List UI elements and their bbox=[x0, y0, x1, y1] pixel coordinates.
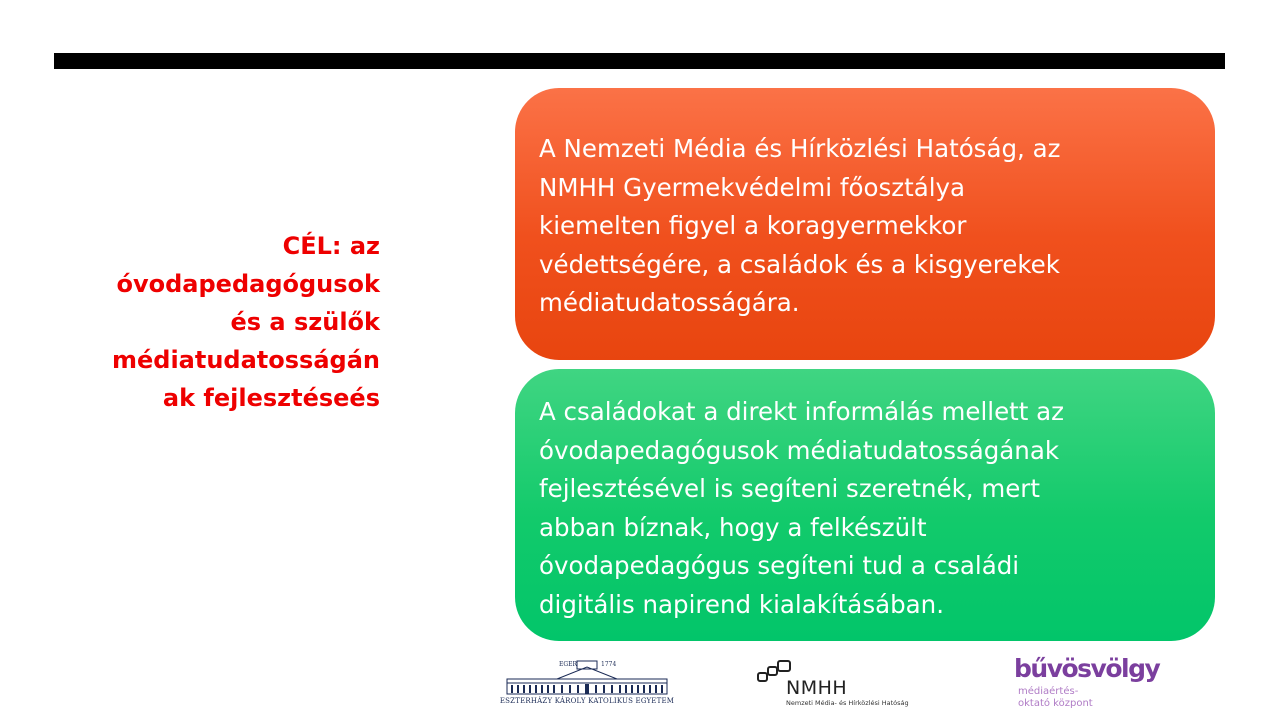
nmhh-caption: Nemzeti Média- és Hírközlési Hatóság bbox=[786, 699, 909, 707]
nmhh-logo bbox=[756, 657, 916, 709]
info-line: fejlesztésével is segíteni szeretnék, mert bbox=[539, 474, 1040, 503]
top-bar bbox=[54, 53, 1225, 69]
goal-line: ak fejlesztéseés bbox=[162, 384, 380, 412]
nmhh-info-box bbox=[515, 88, 1215, 360]
buvosvolgy-subtitle-line: oktató központ bbox=[1018, 698, 1093, 709]
buvosvolgy-subtitle bbox=[1018, 686, 1093, 710]
goal-line: óvodapedagógusok bbox=[116, 270, 380, 298]
goal-heading bbox=[60, 227, 380, 417]
info-line: A Nemzeti Média és Hírközlési Hatóság, az bbox=[539, 134, 1061, 163]
buvosvolgy-logo bbox=[1012, 654, 1162, 710]
goal-line: médiatudatosságán bbox=[111, 346, 380, 374]
info-line: A családokat a direkt informálás mellett az bbox=[539, 397, 1065, 426]
buvosvolgy-subtitle-line: médiaértés- bbox=[1018, 686, 1079, 697]
info-line: óvodapedagógusok médiatudatosságának bbox=[539, 435, 1060, 465]
ekke-logo bbox=[497, 657, 677, 709]
info-line: digitális napirend kialakításában. bbox=[539, 589, 944, 619]
families-info-box bbox=[515, 369, 1215, 641]
university-building-icon bbox=[497, 657, 677, 697]
info-line: óvodapedagógus segíteni tud a családi bbox=[539, 551, 1020, 580]
ekke-city-label: EGER bbox=[559, 661, 578, 668]
ekke-caption: ESZTERHÁZY KÁROLY KATOLIKUS EGYETEM bbox=[499, 697, 675, 705]
goal-line: és a szülők bbox=[230, 308, 380, 336]
info-line: abban bíznak, hogy a felkészült bbox=[539, 512, 927, 542]
goal-line: CÉL: az bbox=[282, 232, 380, 260]
info-line: védettségére, a családok és a kisgyerekek bbox=[539, 249, 1060, 279]
ekke-year-label: 1774 bbox=[601, 661, 617, 668]
nmhh-wordmark: NMHH bbox=[786, 677, 848, 699]
info-line: médiatudatosságára. bbox=[539, 288, 800, 317]
info-line: NMHH Gyermekvédelmi főosztálya bbox=[539, 172, 966, 202]
buvosvolgy-wordmark: bűvösvölgy bbox=[1014, 654, 1160, 683]
info-line: kiemelten figyel a koragyermekkor bbox=[539, 211, 967, 240]
